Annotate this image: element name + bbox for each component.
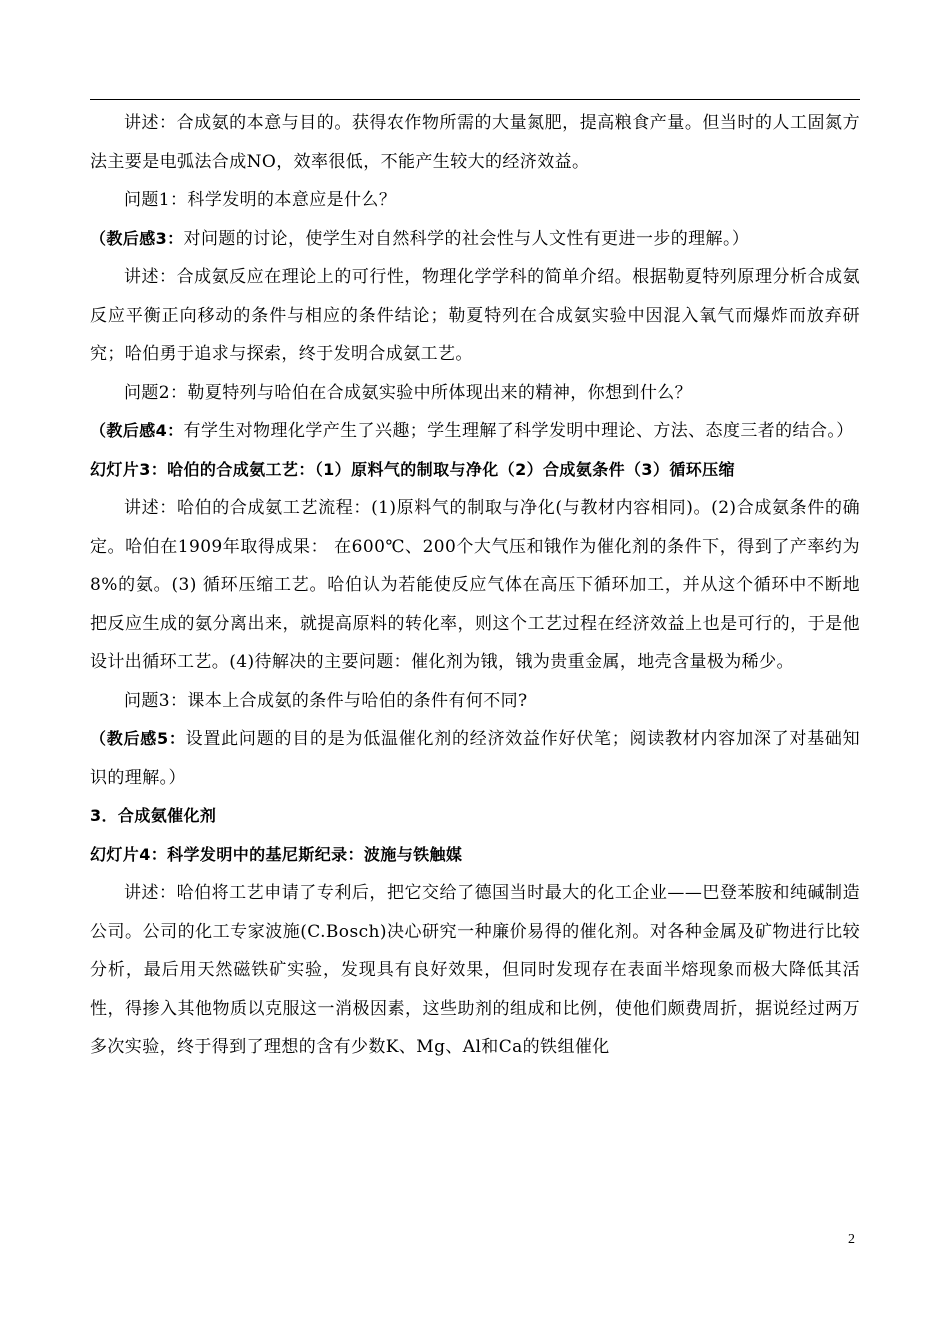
reflection-5-lead: （教后感5：: [90, 729, 186, 748]
header-rule: [90, 99, 860, 100]
reflection-5-text: 设置此问题的目的是为低温催化剂的经济效益作好伏笔；阅读教材内容加深了对基础知识的理解。）: [90, 729, 860, 788]
question-2: 问题2：勒夏特列与哈伯在合成氨实验中所体现出来的精神，你想到什么？: [124, 382, 693, 403]
paragraph-feasibility: 讲述：合成氨反应在理论上的可行性，物理化学学科的简单介绍。根据勒夏特列原理分析合成氨反应平衡正向移动的条件与相应的条件结论；勒夏特列在合成氨实验中因混入氧气而爆炸而放弃研究；哈伯勇于追求与探索，终于发明合成氨工艺。: [90, 267, 860, 364]
page-body: [90, 104, 860, 1067]
reflection-4-lead: （教后感4：: [90, 421, 184, 440]
page-number: 2: [848, 1232, 855, 1247]
reflection-3-text: 对问题的讨论，使学生对自然科学的社会性与人文性有更进一步的理解。）: [183, 228, 750, 249]
reflection-3-lead: （教后感3：: [90, 228, 184, 248]
paragraph-bosch: 讲述：哈伯将工艺申请了专利后，把它交给了德国当时最大的化工企业——巴登苯胺和纯碱制造公司。公司的化工专家波施(C.Bosch)决心研究一种廉价易得的催化剂。对各种金属及矿物进行比较分析，最后用天然磁铁矿实验，发现具有良好效果，但同时发现存在表面半熔现象而极大降低其活性，得掺入其他物质以克服这一消极因素，这些助剂的组成和比例，使他们颇费周折，据说经过两万多次实验，终于得到了理想的含有少数K、Mg、Al和Ca的铁组催化: [90, 883, 860, 1057]
question-1: 问题1：科学发明的本意应是什么？: [124, 190, 397, 210]
slide-3-heading: 幻灯片3：哈伯的合成氨工艺：（1）原料气的制取与净化（2）合成氨条件（3）循环压缩: [90, 459, 735, 479]
reflection-4-text: 有学生对物理化学产生了兴趣；学生理解了科学发明中理论、方法、态度三者的结合。）: [183, 421, 854, 441]
slide-4-heading: 幻灯片4：科学发明中的基尼斯纪录：波施与铁触媒: [90, 844, 463, 864]
reflection-3: [90, 220, 860, 259]
reflection-4: [90, 412, 860, 451]
section-3-heading: 3．合成氨催化剂: [90, 806, 217, 825]
question-3: 问题3：课本上合成氨的条件与哈伯的条件有何不同?: [124, 690, 528, 711]
paragraph-purpose: 讲述：合成氨的本意与目的。获得农作物所需的大量氮肥，提高粮食产量。但当时的人工固氮方法主要是电弧法合成NO，效率很低，不能产生较大的经济效益。: [90, 113, 860, 172]
paragraph-haber-process: 讲述：哈伯的合成氨工艺流程：(1)原料气的制取与净化(与教材内容相同)。(2)合成氨条件的确定。哈伯在1909年取得成果： 在600℃、200个大气压和锇作为催化剂的条件下，得到了产率约为8%的氨。(3) 循环压缩工艺。哈伯认为若能使反应气体在高压下循环加工，并从这个循环中不断地把反应生成的氨分离出来，就提高原料的转化率，则这个工艺过程在经济效益上也是可行的，于是他设计出循环工艺。(4)待解决的主要问题：催化剂为锇，锇为贵重金属，地壳含量极为稀少。: [90, 498, 860, 672]
reflection-5: [90, 720, 860, 797]
